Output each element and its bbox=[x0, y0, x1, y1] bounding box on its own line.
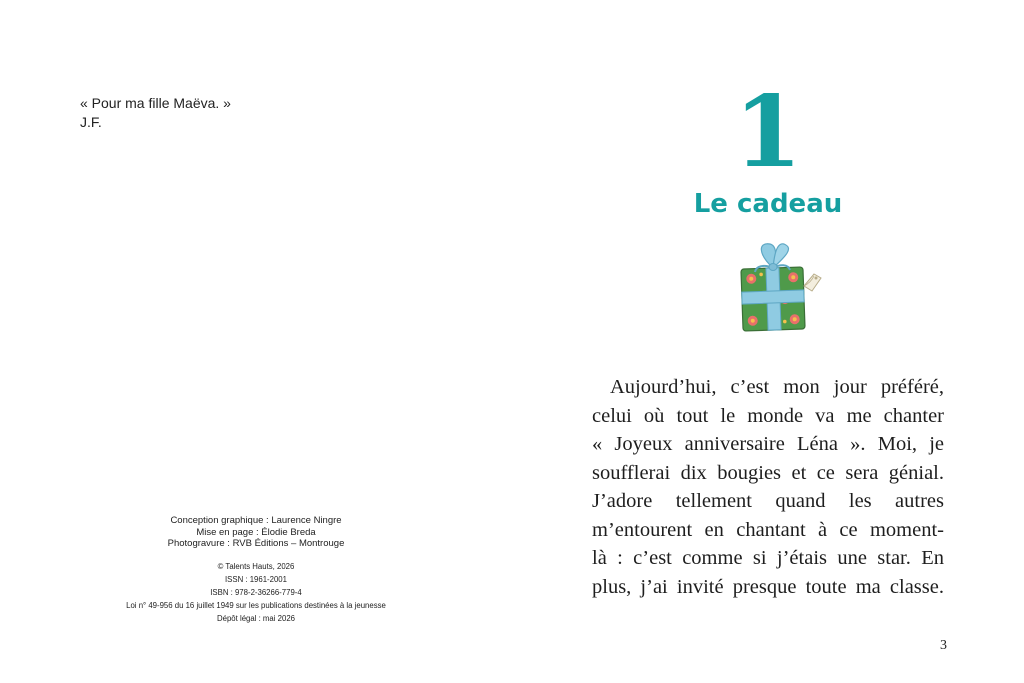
right-page bbox=[512, 0, 1024, 683]
credit-layout: Mise en page : Élodie Breda bbox=[196, 526, 316, 538]
issn: ISSN : 1961-2001 bbox=[225, 574, 287, 584]
body-line: soufflerai dix bougies et ce sera génial. bbox=[592, 461, 944, 484]
dedication bbox=[80, 94, 231, 132]
body-line: m’entourent en chantant à ce moment- bbox=[592, 518, 944, 541]
dedication-initials: J.F. bbox=[80, 114, 102, 130]
body-line: plus, j’ai invité presque toute ma classe. bbox=[592, 575, 944, 598]
legal-deposit: Dépôt légal : mai 2026 bbox=[216, 613, 296, 623]
chapter-body-text bbox=[592, 373, 944, 601]
copyright: © Talents Hauts, 2026 bbox=[217, 561, 295, 571]
chapter-title: Le cadeau bbox=[693, 189, 843, 219]
credit-photoengraving: Photogravure : RVB Éditions – Montrouge bbox=[167, 538, 345, 549]
page-number: 3 bbox=[940, 638, 947, 653]
production-credits bbox=[100, 515, 412, 550]
body-line: Aujourd’hui, c’est mon jour préféré, bbox=[610, 376, 944, 398]
chapter-number: 1 bbox=[733, 75, 803, 190]
credit-design: Conception graphique : Laurence Ningre bbox=[170, 515, 342, 526]
body-line: là : c’est comme si j’étais une star. En bbox=[592, 547, 944, 569]
legal-info bbox=[100, 560, 412, 625]
isbn: ISBN : 978-2-36266-779-4 bbox=[210, 587, 302, 597]
body-line: J’adore tellement quand les autres bbox=[592, 490, 944, 512]
body-line: celui où tout le monde va me chanter bbox=[592, 404, 944, 427]
law-notice: Loi n° 49-956 du 16 juillet 1949 sur les publications destinées à la jeunesse bbox=[126, 600, 386, 610]
gift-box-icon bbox=[728, 234, 828, 338]
publication-credits bbox=[100, 515, 412, 625]
dedication-line: « Pour ma fille Maëva. » bbox=[80, 95, 231, 111]
body-line: « Joyeux anniversaire Léna ». Moi, je bbox=[592, 433, 944, 455]
